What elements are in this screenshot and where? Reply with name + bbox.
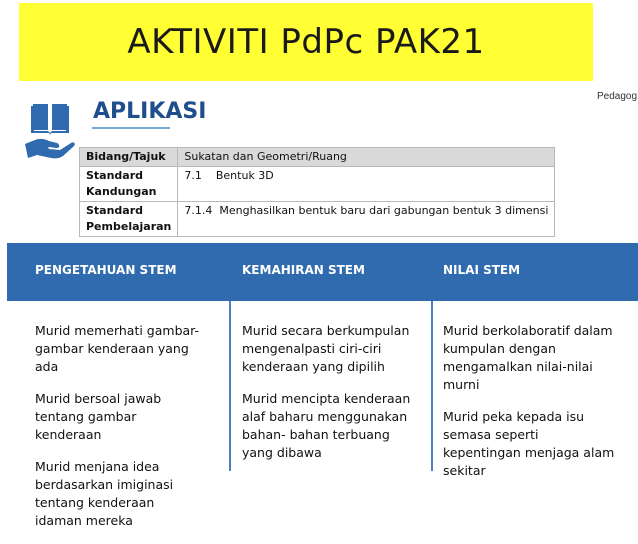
column-heading-pengetahuan: PENGETAHUAN STEM: [35, 263, 177, 277]
list-item: Murid menjana idea berdasarkan imiginasi tentang kenderaan idaman mereka: [35, 459, 174, 528]
column-pengetahuan: [35, 322, 205, 544]
list-item: Murid berkolaboratif dalam kumpulan dengan mengamalkan nilai-nilai murni: [443, 323, 613, 392]
column-heading-nilai: NILAI STEM: [443, 263, 521, 277]
row-label: Bidang/Tajuk: [80, 148, 178, 167]
row-value: 7.1.4 Menghasilkan bentuk baru dari gabungan bentuk 3 dimensi: [178, 202, 555, 237]
row-value: 7.1 Bentuk 3D: [178, 167, 555, 202]
info-table: [79, 147, 555, 237]
row-label: [80, 202, 178, 237]
table-row: [80, 148, 555, 167]
corner-label: Pedagog: [597, 91, 638, 102]
column-nilai: [443, 322, 615, 494]
table-row: [80, 202, 555, 237]
list-item: Murid bersoal jawab tentang gambar kenderaan: [35, 391, 162, 442]
row-label-line: Standard: [86, 169, 144, 182]
list-item: Murid secara berkumpulan mengenalpasti ciri-ciri kenderaan yang dipilih: [242, 323, 410, 374]
row-label-line: Kandungan: [86, 185, 157, 198]
list-item: Murid mencipta kenderaan alaf baharu menggunakan bahan- bahan terbuang yang dibawa: [242, 391, 411, 460]
book-in-hand-icon: [23, 100, 77, 171]
column-heading-kemahiran: KEMAHIRAN STEM: [242, 263, 365, 277]
title-banner: [19, 3, 593, 81]
row-label-line: Pembelajaran: [86, 220, 172, 233]
column-kemahiran: [242, 322, 412, 476]
page-title: AKTIVITI PdPc PAK21: [127, 22, 485, 62]
section-title-underline: [92, 127, 170, 129]
row-value: Sukatan dan Geometri/Ruang: [178, 148, 555, 167]
row-label: [80, 167, 178, 202]
column-divider: [229, 301, 231, 471]
list-item: Murid peka kepada isu semasa seperti kepentingan menjaga alam sekitar: [443, 409, 615, 478]
section-title: APLIKASI: [93, 99, 207, 124]
list-item: Murid memerhati gambar- gambar kenderaan yang ada: [35, 323, 200, 374]
row-label-line: Standard: [86, 204, 144, 217]
table-row: [80, 167, 555, 202]
column-divider: [431, 301, 433, 471]
